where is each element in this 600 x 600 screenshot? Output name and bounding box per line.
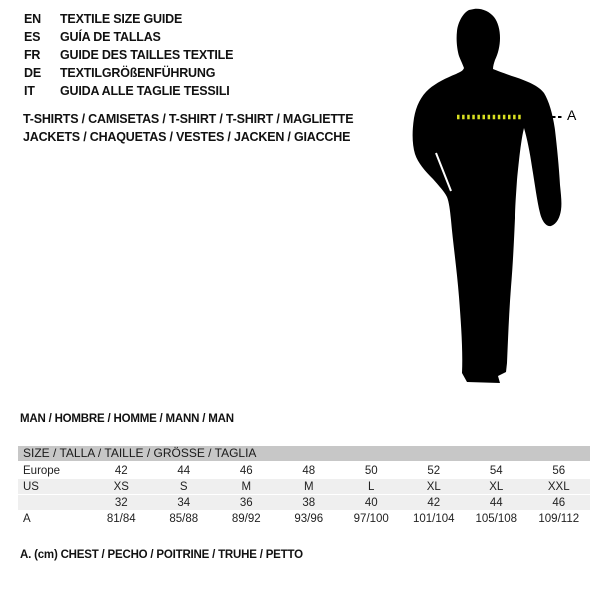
size-table: [18, 446, 590, 527]
table-row-europe: [18, 463, 590, 479]
category-line-tshirts: T-SHIRTS / CAMISETAS / T-SHIRT / T-SHIRT / MAGLIETTE: [23, 112, 354, 126]
lang-label: TEXTILGRÖßENFÜHRUNG: [60, 66, 216, 80]
man-silhouette-figure: [403, 5, 583, 395]
row-label: [18, 495, 90, 511]
lang-code: DE: [24, 66, 41, 80]
lang-row-de: [24, 64, 233, 82]
table-row-us-numeric: [18, 495, 590, 511]
table-cell: 44: [177, 465, 191, 477]
table-cell: M: [241, 481, 252, 493]
table-cell: 34: [177, 497, 191, 509]
section-title-man: MAN / HOMBRE / HOMME / MANN / MAN: [20, 413, 234, 425]
measure-label-a: A: [567, 107, 577, 123]
table-cell: 54: [489, 465, 503, 477]
lang-code: FR: [24, 48, 41, 62]
table-cell: 38: [302, 497, 316, 509]
table-cell: 101/104: [412, 513, 455, 525]
table-cell: XS: [113, 481, 129, 493]
lang-code: ES: [24, 30, 41, 44]
table-cell: XXL: [547, 481, 570, 493]
lang-code: IT: [24, 84, 35, 98]
size-table-header: SIZE / TALLA / TAILLE / GRÖSSE / TAGLIA: [18, 446, 590, 461]
man-silhouette: [403, 5, 583, 395]
table-cell: S: [179, 481, 188, 493]
man-silhouette-shape: [413, 9, 562, 383]
table-cell: 81/84: [106, 513, 136, 525]
table-row-us: [18, 479, 590, 495]
table-cell: 48: [302, 465, 316, 477]
table-cell: 52: [427, 465, 441, 477]
table-cell: 89/92: [231, 513, 261, 525]
lang-row-fr: [24, 46, 233, 64]
category-line-jackets: JACKETS / CHAQUETAS / VESTES / JACKEN / GIACCHE: [23, 130, 351, 144]
lang-label: GUIDE DES TAILLES TEXTILE: [60, 48, 234, 62]
table-cell: 36: [239, 497, 253, 509]
lang-row-es: [24, 28, 233, 46]
table-cell: 42: [427, 497, 441, 509]
row-label: Europe: [23, 465, 61, 477]
table-cell: 109/112: [538, 513, 580, 525]
measurement-footnote: A. (cm) CHEST / PECHO / POITRINE / TRUHE / PETTO: [20, 549, 303, 561]
table-cell: 40: [364, 497, 378, 509]
lang-row-it: [24, 82, 233, 100]
table-cell: 85/88: [169, 513, 199, 525]
lang-label: GUIDA ALLE TAGLIE TESSILI: [60, 84, 230, 98]
garment-categories: [23, 110, 353, 146]
table-cell: L: [368, 481, 375, 493]
table-cell: 46: [239, 465, 253, 477]
row-label: US: [23, 481, 39, 493]
table-cell: 56: [552, 465, 566, 477]
table-cell: 97/100: [353, 513, 389, 525]
table-cell: 46: [552, 497, 566, 509]
table-cell: 32: [114, 497, 128, 509]
table-cell: 50: [364, 465, 378, 477]
lang-code: EN: [24, 12, 41, 26]
language-guide-list: [24, 10, 233, 100]
table-cell: 44: [489, 497, 503, 509]
lang-label: GUÍA DE TALLAS: [60, 30, 161, 44]
lang-label: TEXTILE SIZE GUIDE: [60, 12, 183, 26]
table-cell: 105/108: [475, 513, 518, 525]
table-row-a-chest: [18, 511, 590, 527]
lang-row-en: [24, 10, 233, 28]
row-label: A: [23, 513, 31, 525]
table-cell: XL: [489, 481, 504, 493]
table-cell: XL: [426, 481, 441, 493]
table-cell: 42: [114, 465, 128, 477]
table-cell: M: [303, 481, 314, 493]
table-cell: 93/96: [294, 513, 324, 525]
